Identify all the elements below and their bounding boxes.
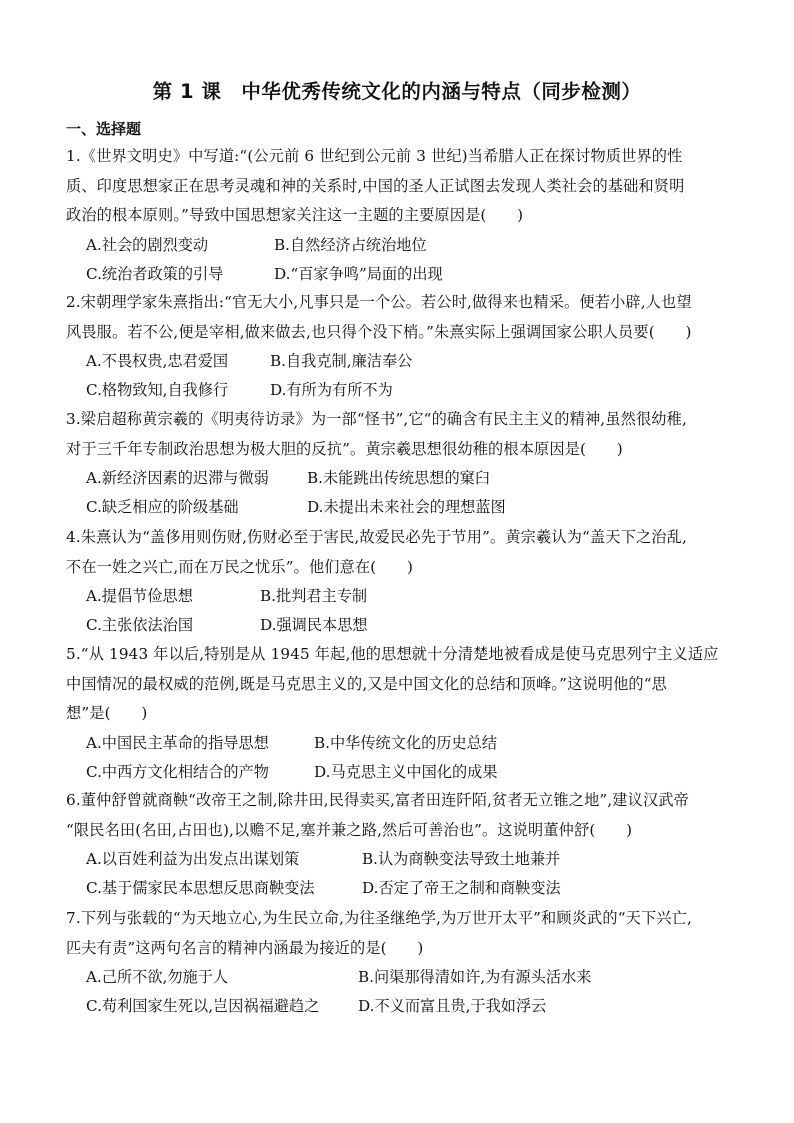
option-a[interactable]: A.提倡节俭思想 <box>86 587 193 605</box>
stem-line: 匹夫有责”这两句名言的精神内涵最为接近的是( ) <box>66 938 424 957</box>
stem-line: 对于三千年专制政治思想为极大胆的反抗”。黄宗羲思想很幼稚的根本原因是( ) <box>66 439 623 458</box>
stem-line: 想”是( ) <box>66 704 148 722</box>
stem-line: 7.下列与张载的“为天地立心,为生民立命,为往圣继绝学,为万世开太平”和顾炎武的“天下兴亡, <box>66 909 692 927</box>
stem-line: 4.朱熹认为“盖侈用则伤财,伤财必至于害民,故爱民必先于节用”。黄宗羲认为“盖天下之治乱, <box>66 528 687 546</box>
option-c[interactable]: C.统治者政策的引导 <box>86 264 224 283</box>
option-a[interactable]: A.不畏权贵,忠君爱国 <box>86 352 229 370</box>
option-a[interactable]: A.社会的剧烈变动 <box>86 235 209 254</box>
question-7 <box>66 904 734 1021</box>
section-heading: 一、选择题 <box>66 120 142 138</box>
question-1 <box>66 142 734 289</box>
question-stem <box>66 142 734 231</box>
options <box>66 582 734 640</box>
option-b[interactable]: B.自我克制,廉洁奉公 <box>270 352 413 370</box>
option-b[interactable]: B.中华传统文化的历史总结 <box>314 733 498 752</box>
question-6 <box>66 786 734 903</box>
page-title: 第 1 课 中华优秀传统文化的内涵与特点（同步检测） <box>152 80 642 103</box>
stem-line: 风畏服。若不公,便是宰相,做来做去,也只得个没下梢。”朱熹实际上强调国家公职人员要( ) <box>66 322 692 341</box>
question-stem <box>66 523 734 582</box>
question-stem <box>66 405 734 464</box>
option-a[interactable]: A.中国民主革命的指导思想 <box>86 733 269 752</box>
option-c[interactable]: C.基于儒家民本思想反思商鞅变法 <box>86 879 315 897</box>
option-a[interactable]: A.以百姓利益为出发点出谋划策 <box>86 850 300 868</box>
option-b[interactable]: B.问渠那得清如许,为有源头活水来 <box>358 968 592 986</box>
question-4 <box>66 523 734 640</box>
option-d[interactable]: D.有所为有所不为 <box>270 381 393 399</box>
options <box>66 347 734 405</box>
option-c[interactable]: C.苟利国家生死以,岂因祸福避趋之 <box>86 997 320 1015</box>
option-c[interactable]: C.格物致知,自我修行 <box>86 381 229 399</box>
question-stem <box>66 640 734 729</box>
option-d[interactable]: D.强调民本思想 <box>260 616 368 634</box>
option-d[interactable]: D.未提出未来社会的理想蓝图 <box>307 498 506 516</box>
stem-line: 1.《世界文明史》中写道:“(公元前 6 世纪到公元前 3 世纪)当希腊人正在探讨物质世界的性 <box>66 147 683 165</box>
options <box>66 231 734 289</box>
option-c[interactable]: C.缺乏相应的阶级基础 <box>86 498 239 516</box>
option-d[interactable]: D.不义而富且贵,于我如浮云 <box>358 997 547 1015</box>
option-b[interactable]: B.自然经济占统治地位 <box>274 235 427 254</box>
option-a[interactable]: A.新经济因素的迟滞与微弱 <box>86 469 269 487</box>
stem-line: 6.董仲舒曾就商鞅“改帝王之制,除井田,民得卖买,富者田连阡陌,贫者无立锥之地”,建议汉武帝 <box>66 791 689 809</box>
question-stem <box>66 786 734 845</box>
option-d[interactable]: D.否定了帝王之制和商鞅变法 <box>362 879 561 897</box>
stem-line: 质、印度思想家正在思考灵魂和神的关系时,中国的圣人正试图去发现人类社会的基础和贤明 <box>66 176 685 195</box>
option-a[interactable]: A.己所不欲,勿施于人 <box>86 968 229 986</box>
option-b[interactable]: B.认为商鞅变法导致土地兼并 <box>362 850 561 868</box>
stem-line: 不在一姓之兴亡,而在万民之忧乐”。他们意在( ) <box>66 557 414 576</box>
options <box>66 845 734 903</box>
options <box>66 963 734 1021</box>
question-stem <box>66 288 734 347</box>
option-c[interactable]: C.主张依法治国 <box>86 616 194 634</box>
question-3 <box>66 405 734 522</box>
stem-line: 政治的根本原则。”导致中国思想家关注这一主题的主要原因是( ) <box>66 206 524 224</box>
question-2 <box>66 288 734 405</box>
option-b[interactable]: B.批判君主专制 <box>260 587 368 605</box>
stem-line: 3.梁启超称黄宗羲的《明夷待访录》为一部“怪书”,它“的确含有民主主义的精神,虽然很幼稚, <box>66 410 687 428</box>
stem-line: “限民名田(名田,占田也),以赡不足,塞并兼之路,然后可善治也”。这说明董仲舒( ) <box>66 820 633 839</box>
question-stem <box>66 904 734 963</box>
option-d[interactable]: D.“百家争鸣”局面的出现 <box>274 264 443 283</box>
stem-line: 2.宋朝理学家朱熹指出:“官无大小,凡事只是一个公。若公时,做得来也精采。便若小辟,人也望 <box>66 293 692 311</box>
options <box>66 729 734 787</box>
stem-line: 5.“从 1943 年以后,特别是从 1945 年起,他的思想就十分清楚地被看成是使马克思列宁主义适应 <box>66 645 719 663</box>
option-c[interactable]: C.中西方文化相结合的产物 <box>86 762 269 781</box>
question-5 <box>66 640 734 787</box>
options <box>66 464 734 522</box>
option-d[interactable]: D.马克思主义中国化的成果 <box>314 762 498 781</box>
stem-line: 中国情况的最权威的范例,既是马克思主义的,又是中国文化的总结和顶峰。”这说明他的“思 <box>66 674 668 693</box>
option-b[interactable]: B.未能跳出传统思想的窠臼 <box>307 469 491 487</box>
